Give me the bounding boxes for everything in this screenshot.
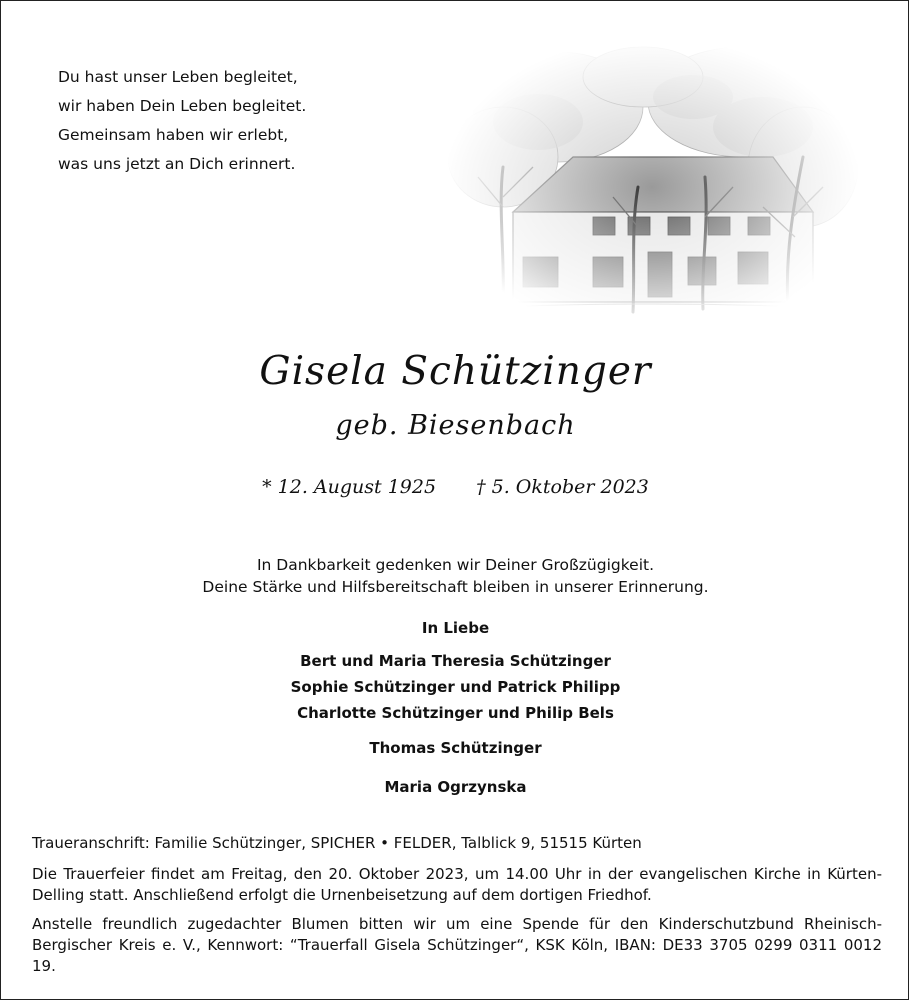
mourners-group [1,648,909,726]
poem-line: Gemeinsam haben wir erlebt, [58,126,289,144]
mourner-name: Sophie Schützinger und Patrick Philipp [290,678,621,696]
poem-line: was uns jetzt an Dich erinnert. [58,155,296,173]
thanks-line: In Dankbarkeit gedenken wir Deiner Großzügigkeit. [256,556,655,574]
funeral-ceremony-info: Die Trauerfeier findet am Freitag, den 20. Oktober 2023, um 14.00 Uhr in der evangelischen Kirche in Kürten-Delling statt. Anschließend erfolgt die Urnenbeisetzung auf dem dortigen Friedhof. [32,865,882,904]
house-with-trees-sketch-icon [443,37,861,337]
funeral-address: Traueranschrift: Familie Schützinger, SPICHER • FELDER, Talblick 9, 51515 Kürten [32,834,642,852]
thanks-line: Deine Stärke und Hilfsbereitschaft bleiben in unserer Erinnerung. [202,578,709,596]
deceased-name: Gisela Schützinger [259,349,652,394]
mourner-name: Bert und Maria Theresia Schützinger [300,652,611,670]
thanks-text [1,554,909,598]
mourner-name: Thomas Schützinger [369,739,542,757]
memorial-poem [58,63,306,179]
poem-line: wir haben Dein Leben begleitet. [58,97,307,115]
mourners-intro: In Liebe [421,619,490,637]
maiden-name: geb. Biesenbach [335,410,576,441]
donation-request: Anstelle freundlich zugedachter Blumen bitten wir um eine Spende für den Kinderschutzbund Rheinisch-Bergischer Kreis e. V., Kennwort: “Trauerfall Gisela Schützinger“, KSK Köln, IBAN: DE33 3705 0299 0311 0012 19. [32,915,882,975]
death-date: † 5. Oktober 2023 [476,476,649,498]
mourner-name: Maria Ogrzynska [384,778,527,796]
life-dates [1,476,909,498]
poem-line: Du hast unser Leben begleitet, [58,68,298,86]
birth-date: * 12. August 1925 [262,476,437,498]
mourner-name: Charlotte Schützinger und Philip Bels [297,704,614,722]
